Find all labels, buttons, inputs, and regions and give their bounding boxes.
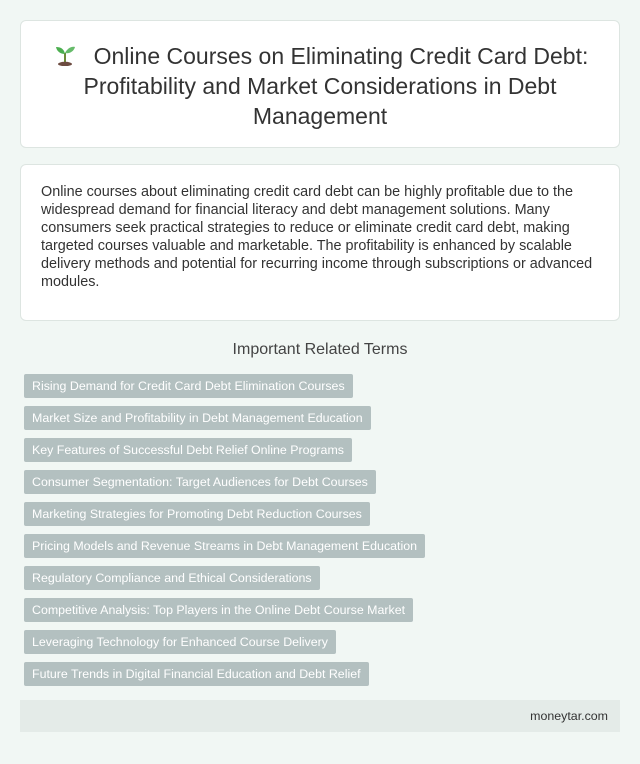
related-term[interactable]: Pricing Models and Revenue Streams in Debt Management Education (24, 534, 425, 558)
footer-bar (20, 700, 620, 732)
summary-card (20, 164, 620, 321)
related-term[interactable]: Regulatory Compliance and Ethical Considerations (24, 566, 320, 590)
page-title-text: Online Courses on Eliminating Credit Card Debt: Profitability and Market Considerations in Debt Management (83, 43, 589, 129)
related-term[interactable]: Consumer Segmentation: Target Audiences for Debt Courses (24, 470, 376, 494)
related-terms-heading: Important Related Terms (232, 341, 408, 358)
sprout-icon (52, 42, 78, 66)
page-title (45, 41, 595, 131)
related-term[interactable]: Marketing Strategies for Promoting Debt Reduction Courses (24, 502, 370, 526)
footer-site-link[interactable]: moneytar.com (530, 709, 608, 723)
related-term[interactable]: Rising Demand for Credit Card Debt Elimination Courses (24, 374, 353, 398)
related-term[interactable]: Key Features of Successful Debt Relief Online Programs (24, 438, 352, 462)
title-card (20, 20, 620, 148)
related-term[interactable]: Market Size and Profitability in Debt Management Education (24, 406, 371, 430)
related-term[interactable]: Competitive Analysis: Top Players in the Online Debt Course Market (24, 598, 413, 622)
related-terms-list (24, 374, 616, 694)
related-term[interactable]: Future Trends in Digital Financial Education and Debt Relief (24, 662, 369, 686)
related-term[interactable]: Leveraging Technology for Enhanced Course Delivery (24, 630, 336, 654)
summary-text: Online courses about eliminating credit card debt can be highly profitable due to the widespread demand for financial literacy and debt management solutions. Many consumers seek practical strategies to reduce or eliminate credit card debt, making targeted courses valuable and marketable. The profitability is enhanced by scalable delivery methods and potential for recurring income through subscriptions or advanced modules. (41, 184, 593, 290)
